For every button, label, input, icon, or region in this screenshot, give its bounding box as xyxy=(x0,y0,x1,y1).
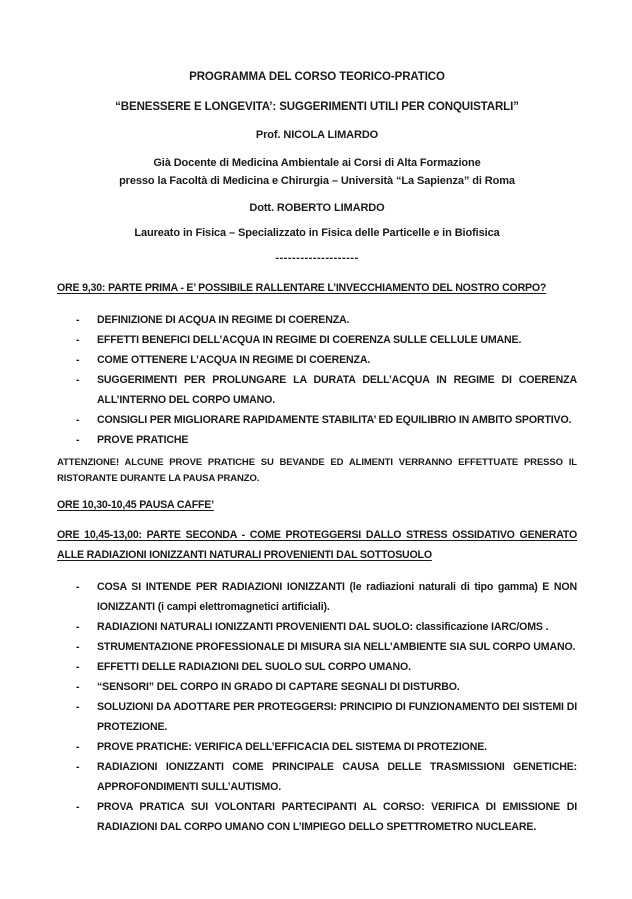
session1-topic-list xyxy=(57,310,577,450)
topic-item: - CONSIGLI PER MIGLIORARE RAPIDAMENTE STABILITA’ ED EQUILIBRIO IN AMBITO SPORTIVO. xyxy=(97,410,577,430)
topic-item: - PROVE PRATICHE: VERIFICA DELL’EFFICACIA DEL SISTEMA DI PROTEZIONE. xyxy=(97,737,577,757)
speaker-name-dott: Dott. ROBERTO LIMARDO xyxy=(249,202,385,214)
page-title: PROGRAMMA DEL CORSO TEORICO-PRATICO xyxy=(189,71,445,83)
topic-item: - PROVA PRATICA SUI VOLONTARI PARTECIPANTI AL CORSO: VERIFICA DI EMISSIONE DI RADIAZIONI DAL CORPO UMANO CON L’IMPIEGO DELLO SPETTROMETRO NUCLEARE. xyxy=(97,797,577,837)
topic-item: - STRUMENTAZIONE PROFESSIONALE DI MISURA SIA NELL’AMBIENTE SIA SUL CORPO UMANO. xyxy=(97,637,577,657)
topic-item: - EFFETTI DELLE RADIAZIONI DEL SUOLO SUL CORPO UMANO. xyxy=(97,657,577,677)
speaker-bio-prof xyxy=(57,154,577,190)
topic-item: - COSA SI INTENDE PER RADIAZIONI IONIZZANTI (le radiazioni naturali di tipo gamma) E NON IONIZZANTI (i campi elettromagnetici artificiali). xyxy=(97,577,577,617)
speaker-bio-line: presso la Facoltà di Medicina e Chirurgia – Università “La Sapienza” di Roma xyxy=(119,175,515,187)
topic-item: - RADIAZIONI NATURALI IONIZZANTI PROVENIENTI DAL SUOLO: classificazione IARC/OMS . xyxy=(97,617,577,637)
topic-item: - COME OTTENERE L’ACQUA IN REGIME DI COERENZA. xyxy=(97,350,577,370)
session1-note: ATTENZIONE! ALCUNE PROVE PRATICHE SU BEVANDE ED ALIMENTI VERRANNO EFFETTUATE PRESSO IL RISTORANTE DURANTE LA PAUSA PRANZO. xyxy=(57,457,577,484)
course-subtitle: “BENESSERE E LONGEVITA’: SUGGERIMENTI UTILI PER CONQUISTARLI” xyxy=(115,101,519,113)
session1-heading: ORE 9,30: PARTE PRIMA - E’ POSSIBILE RALLENTARE L’INVECCHIAMENTO DEL NOSTRO CORPO? xyxy=(57,282,547,294)
topic-item: - SUGGERIMENTI PER PROLUNGARE LA DURATA DELL’ACQUA IN REGIME DI COERENZA ALL’INTERNO DEL CORPO UMANO. xyxy=(97,370,577,410)
topic-item: - PROVE PRATICHE xyxy=(97,430,577,450)
speaker-name-prof: Prof. NICOLA LIMARDO xyxy=(255,129,379,141)
topic-item: - SOLUZIONI DA ADOTTARE PER PROTEGGERSI: PRINCIPIO DI FUNZIONAMENTO DEI SISTEMI DI PROTEZIONE. xyxy=(97,697,577,737)
speaker-bio-dott: Laureato in Fisica – Specializzato in Fisica delle Particelle e in Biofisica xyxy=(134,227,500,239)
speaker-bio-line: Già Docente di Medicina Ambientale ai Corsi di Alta Formazione xyxy=(153,157,481,169)
session2-topic-list xyxy=(57,577,577,837)
session2-heading: ORE 10,45-13,00: PARTE SECONDA - COME PROTEGGERSI DALLO STRESS OSSIDATIVO GENERATO ALLE RADIAZIONI IONIZZANTI NATURALI PROVENIENTI DAL SOTTOSUOLO xyxy=(57,529,577,561)
dashed-separator: -------------------- xyxy=(275,252,359,264)
topic-item: - DEFINIZIONE DI ACQUA IN REGIME DI COERENZA. xyxy=(97,310,577,330)
topic-item: - “SENSORI” DEL CORPO IN GRADO DI CAPTARE SEGNALI DI DISTURBO. xyxy=(97,677,577,697)
topic-item: - RADIAZIONI IONIZZANTI COME PRINCIPALE CAUSA DELLE TRASMISSIONI GENETICHE: APPROFONDIMENTI SULL’AUTISMO. xyxy=(97,757,577,797)
coffee-break-heading: ORE 10,30-10,45 PAUSA CAFFE’ xyxy=(57,499,214,511)
topic-item: - EFFETTI BENEFICI DELL’ACQUA IN REGIME DI COERENZA SULLE CELLULE UMANE. xyxy=(97,330,577,350)
